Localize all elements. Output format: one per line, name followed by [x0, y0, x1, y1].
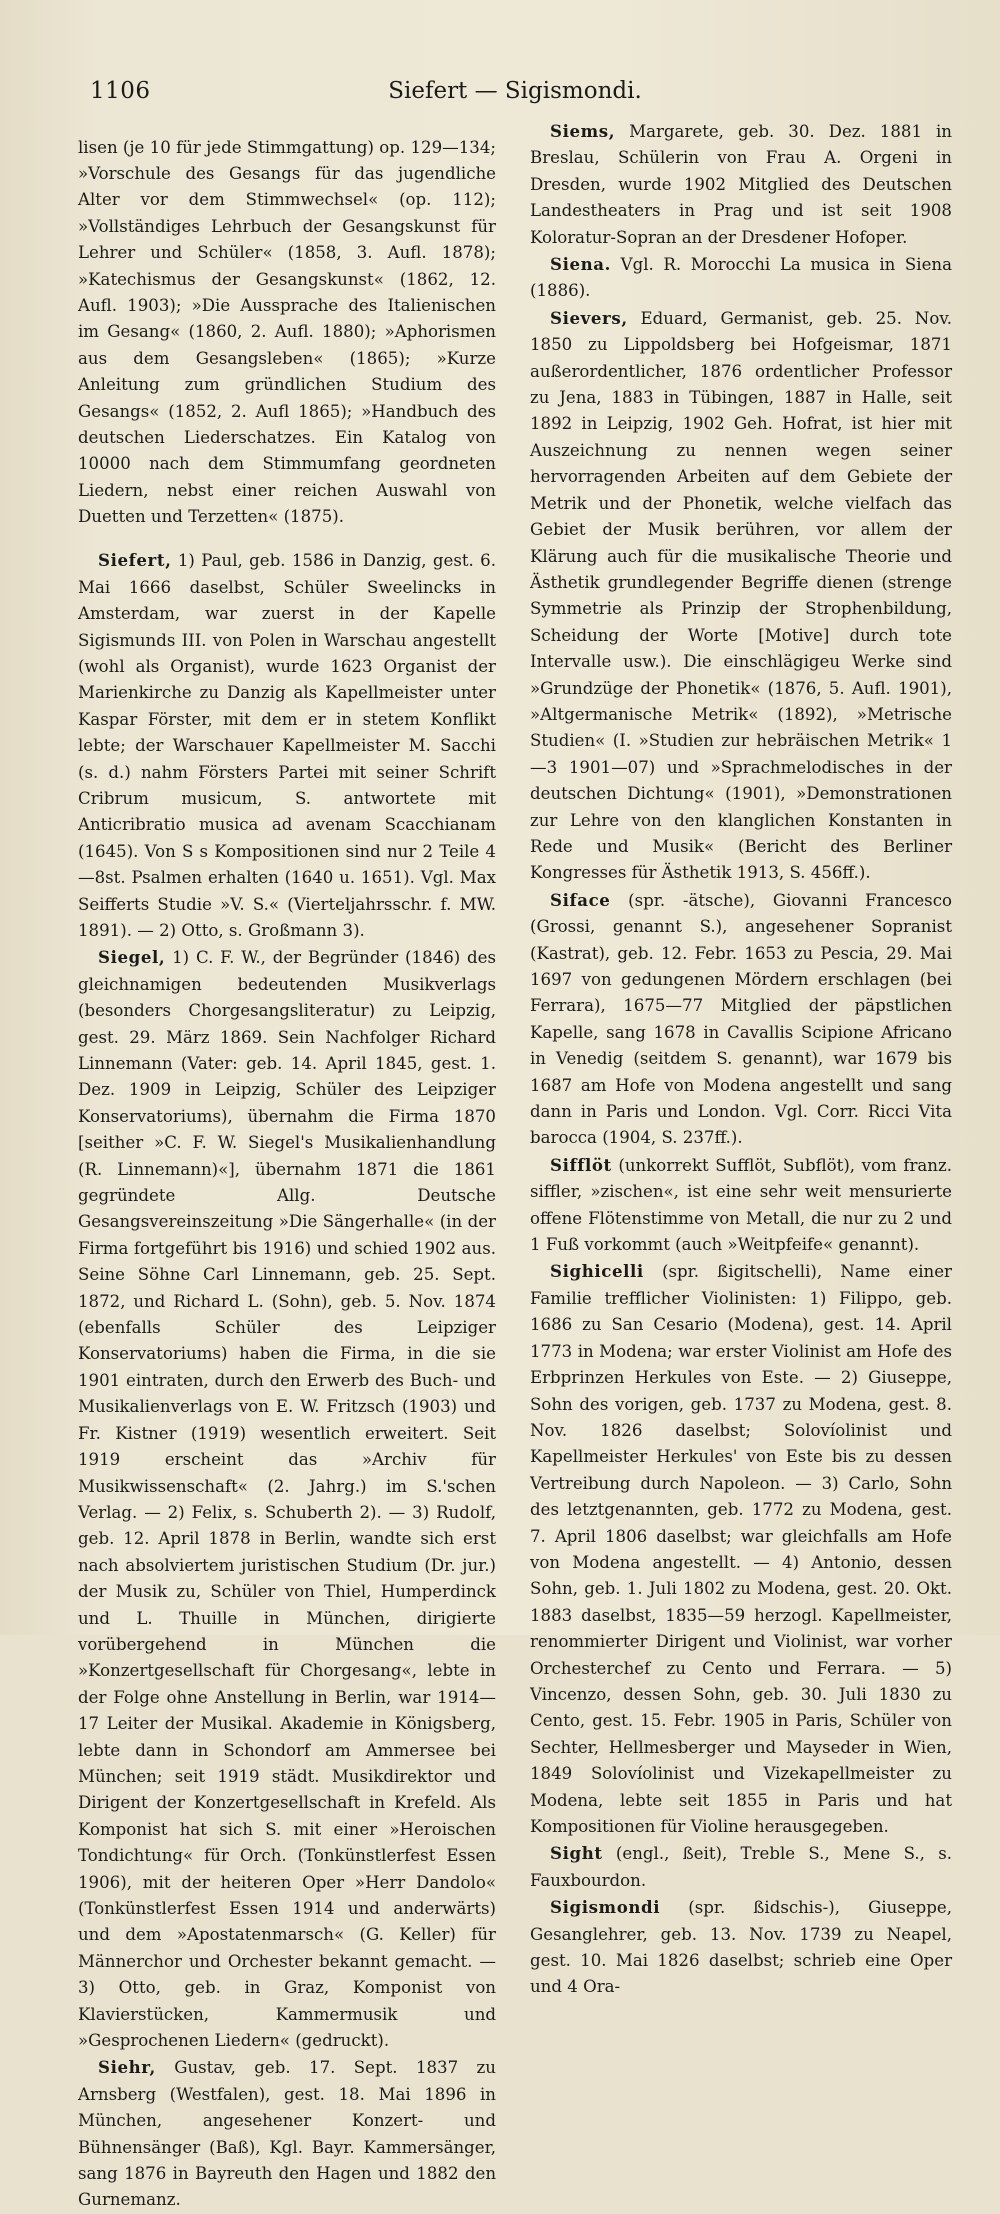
entry-lemma: Sifflöt	[550, 1154, 612, 1175]
entry-lemma: Siefert,	[98, 550, 172, 571]
entry-siena	[530, 251, 952, 305]
entry-lemma: Sigismondi	[550, 1897, 661, 1918]
entry-text: 1) Paul, geb. 1586 in Danzig, gest. 6. Mai 1666 daselbst, Schüler Sweelincks in Amsterdam, war zuerst in der Kapelle Sigismunds III. von Polen in Warschau angestellt (wohl als Organist), wurde 1623 Organist der Marienkirche zu Danzig als Kapellmeister unter Kaspar Förster, mit dem er in stetem Konflikt lebte; der Warschauer Kapellmeister M. Sacchi (s. d.) nahm Försters Partei mit seiner Schrift Cribrum musicum, S. antwortete mit Anticribratio musica ad avenam Scacchianam (1645). Von S s Kompositionen sind nur 2 Teile 4—8st. Psalmen erhalten (1640 u. 1651). Vgl. Max Seifferts Studie »V. S.« (Vierteljahrsschr. f. MW. 1891). — 2) Otto, s. Großmann 3).	[78, 551, 496, 940]
page-header	[78, 72, 952, 112]
entry-siems	[530, 118, 952, 251]
running-head: Siefert — Sigismondi.	[388, 78, 642, 104]
page-number: 1106	[90, 78, 151, 104]
entry-text: Gustav, geb. 17. Sept. 1837 zu Arnsberg (Westfalen), gest. 18. Mai 1896 in München, angesehener Konzert- und Bühnensänger (Baß), Kgl. Bayr. Kammersänger, sang 1876 in Bayreuth den Hagen und 1882 den Gurnemanz.	[78, 2058, 496, 2210]
entry-text: (engl., ßeit), Treble S., Mene S., s. Fauxbourdon.	[530, 1844, 952, 1890]
right-column	[530, 118, 952, 2214]
entry-sighicelli	[530, 1258, 952, 1840]
entry-siegel	[78, 944, 496, 2054]
entry-siehr	[78, 2054, 496, 2213]
entry-sight	[530, 1840, 952, 1894]
entry-lemma: Siface	[550, 889, 611, 910]
entry-lemma: Siegel,	[98, 947, 166, 968]
entry-text: Margarete, geb. 30. Dez. 1881 in Breslau, Schülerin von Frau A. Orgeni in Dresden, wurde 1902 Mitglied des Deutschen Landestheaters in Prag und ist seit 1908 Koloratur-Sopran an der Dresdener Hofoper.	[530, 122, 952, 247]
entry-lemma: Siena.	[550, 254, 612, 275]
left-column	[78, 118, 496, 2214]
entry-text: (spr. ßigitschelli), Name einer Familie trefflicher Violinisten: 1) Filippo, geb. 1686 zu San Cesario (Modena), gest. 14. April 1773 in Modena; war erster Violinist am Hofe des Erbprinzen Herkules von Este. — 2) Giuseppe, Sohn des vorigen, geb. 1737 zu Modena, gest. 8. Nov. 1826 daselbst; Solovíolinist und Kapellmeister Herkules' von Este bis zu dessen Vertreibung durch Napoleon. — 3) Carlo, Sohn des letztgenannten, geb. 1772 zu Modena, gest. 7. April 1806 daselbst; war gleichfalls am Hofe von Modena angestellt. — 4) Antonio, dessen Sohn, geb. 1. Juli 1802 zu Modena, gest. 20. Okt. 1883 daselbst, 1835—59 herzogl. Kapellmeister, renommierter Dirigent und Violinist, war vorher Orchesterchef zu Cento und Ferrara. — 5) Vincenzo, dessen Sohn, geb. 30. Juli 1830 zu Cento, gest. 15. Febr. 1905 in Paris, Schüler von Sechter, Hellmesberger und Mayseder in Wien, 1849 Solovíolinist und Vizekapellmeister zu Modena, lebte seit 1855 in Paris und hat Kompositionen für Violine herausgegeben.	[530, 1262, 952, 1836]
entry-siefert	[78, 547, 496, 944]
entry-siface	[530, 887, 952, 1152]
entry-sievers	[530, 305, 952, 887]
text-columns	[78, 118, 952, 2214]
entry-lemma: Siehr,	[98, 2057, 156, 2078]
entry-continuation	[78, 135, 496, 531]
entry-lemma: Sight	[550, 1843, 603, 1864]
entry-sigismondi	[530, 1894, 952, 2001]
entry-text: (spr. -ätsche), Giovanni Francesco (Grossi, genannt S.), angesehener Sopranist (Kastrat), geb. 12. Febr. 1653 zu Pescia, 29. Mai 1697 von gedungenen Mördern erschlagen (bei Ferrara), 1675—77 Mitglied der päpstlichen Kapelle, sang 1678 in Cavallis Scipione Africano in Venedig (seitdem S. genannt), war 1679 bis 1687 am Hofe von Modena angestellt und sang dann in Paris und London. Vgl. Corr. Ricci Vita barocca (1904, S. 237ff.).	[530, 890, 952, 1148]
entry-sifflot	[530, 1152, 952, 1259]
entry-text: 1) C. F. W., der Begründer (1846) des gleichnamigen bedeutenden Musikverlags (besonders Chorgesangsliteratur) zu Leipzig, gest. 29. März 1869. Sein Nachfolger Richard Linnemann (Vater: geb. 14. April 1845, gest. 1. Dez. 1909 in Leipzig, Schüler des Leipziger Konservatoriums), übernahm die Firma 1870 [seither »C. F. W. Siegel's Musikalienhandlung (R. Linnemann)«], übernahm 1871 die 1861 gegründete Allg. Deutsche Gesangsvereinszeitung »Die Sängerhalle« (in der Firma fortgeführt bis 1916) und schied 1902 aus. Seine Söhne Carl Linnemann, geb. 25. Sept. 1872, und Richard L. (Sohn), geb. 5. Nov. 1874 (ebenfalls Schüler des Leipziger Konservatoriums) haben die Firma, in die sie 1901 eintraten, durch den Erwerb des Buch- und Musikalienverlags von E. W. Fritzsch (1903) und Fr. Kistner (1919) wesentlich erweitert. Seit 1919 erscheint das »Archiv für Musikwissenschaft« (2. Jahrg.) im S.'schen Verlag. — 2) Felix, s. Schuberth 2). — 3) Rudolf, geb. 12. April 1878 in Berlin, wandte sich erst nach absolviertem juristischen Studium (Dr. jur.) der Musik zu, Schüler von Thiel, Humperdinck und L. Thuille in München, dirigierte vorübergehend in München die »Konzertgesellschaft für Chorgesang«, lebte in der Folge ohne Anstellung in Berlin, war 1914—17 Leiter der Musikal. Akademie in Königsberg, lebte dann in Schondorf am Ammersee bei München; seit 1919 städt. Musikdirektor und Dirigent der Konzertgesellschaft in Krefeld. Als Komponist hat sich S. mit einer »Heroischen Tondichtung« für Orch. (Tonkünstlerfest Essen 1906), mit der heiteren Oper »Herr Dandolo« (Tonkünstlerfest Essen 1914 und anderwärts) und dem »Apostatenmarsch« (G. Keller) für Männerchor und Orchester bekannt gemacht. — 3) Otto, geb. in Graz, Komponist von Klavierstücken, Kammermusik und »Gesprochenen Liedern« (gedruckt).	[78, 948, 496, 2051]
entry-text: Vgl. R. Morocchi La musica in Siena (1886).	[530, 255, 952, 301]
entry-lemma: Sievers,	[550, 307, 628, 328]
entry-text: (unkorrekt Sufflöt, Subflöt), vom franz. siffler, »zischen«, ist eine sehr weit mensurierte offene Flötenstimme von Metall, die nur zu 2 und 1 Fuß vorkommt (auch »Weitpfeife« genannt).	[530, 1155, 952, 1255]
entry-text: lisen (je 10 für jede Stimmgattung) op. 129—134; »Vorschule des Gesangs für das jugendliche Alter vor dem Stimmwechsel« (op. 112); »Vollständiges Lehrbuch der Gesangskunst für Lehrer und Schüler« (1858, 3. Aufl. 1878); »Katechismus der Gesangskunst« (1862, 12. Aufl. 1903); »Die Aussprache des Italienischen im Gesang« (1860, 2. Aufl. 1880); »Aphorismen aus dem Gesangsleben« (1865); »Kurze Anleitung zum gründlichen Studium des Gesangs« (1852, 2. Aufl 1865); »Handbuch des deutschen Liederschatzes. Ein Katalog von 10000 nach dem Stimmumfang geordneten Liedern, nebst einer reichen Auswahl von Duetten und Terzetten« (1875).	[78, 137, 496, 527]
entry-lemma: Siems,	[550, 121, 616, 141]
entry-text: Eduard, Germanist, geb. 25. Nov. 1850 zu Lippoldsberg bei Hofgeismar, 1871 außerordentlicher, 1876 ordentlicher Professor zu Jena, 1883 in Tübingen, 1887 in Halle, seit 1892 in Leipzig, 1902 Geh. Hofrat, ist hier mit Auszeichnung zu nennen wegen seiner hervorragenden Arbeiten auf dem Gebiete der Metrik und der Phonetik, welche vielfach das Gebiet der Musik berühren, vor allem der Klärung auch für die musikalische Theorie und Ästhetik grundlegender Begriffe dienen (strenge Symmetrie als Prinzip der Strophenbildung, Scheidung der Worte [Motive] durch tote Intervalle usw.). Die einschlägigeu Werke sind »Grundzüge der Phonetik« (1876, 5. Aufl. 1901), »Altgermanische Metrik« (1892), »Metrische Studien« (I. »Studien zur hebräischen Metrik« 1—3 1901—07) und »Sprachmelodisches in der deutschen Dichtung« (1901), »Demonstrationen zur Lehre von den klanglichen Konstanten in Rede und Musik« (Bericht des Berliner Kongresses für Ästhetik 1913, S. 456ff.).	[530, 308, 952, 883]
entry-text: (spr. ßidschis-), Giuseppe, Gesanglehrer, geb. 13. Nov. 1739 zu Neapel, gest. 10. Mai 1826 daselbst; schrieb eine Oper und 4 Ora-	[530, 1898, 952, 1997]
entry-lemma: Sighicelli	[550, 1261, 644, 1282]
